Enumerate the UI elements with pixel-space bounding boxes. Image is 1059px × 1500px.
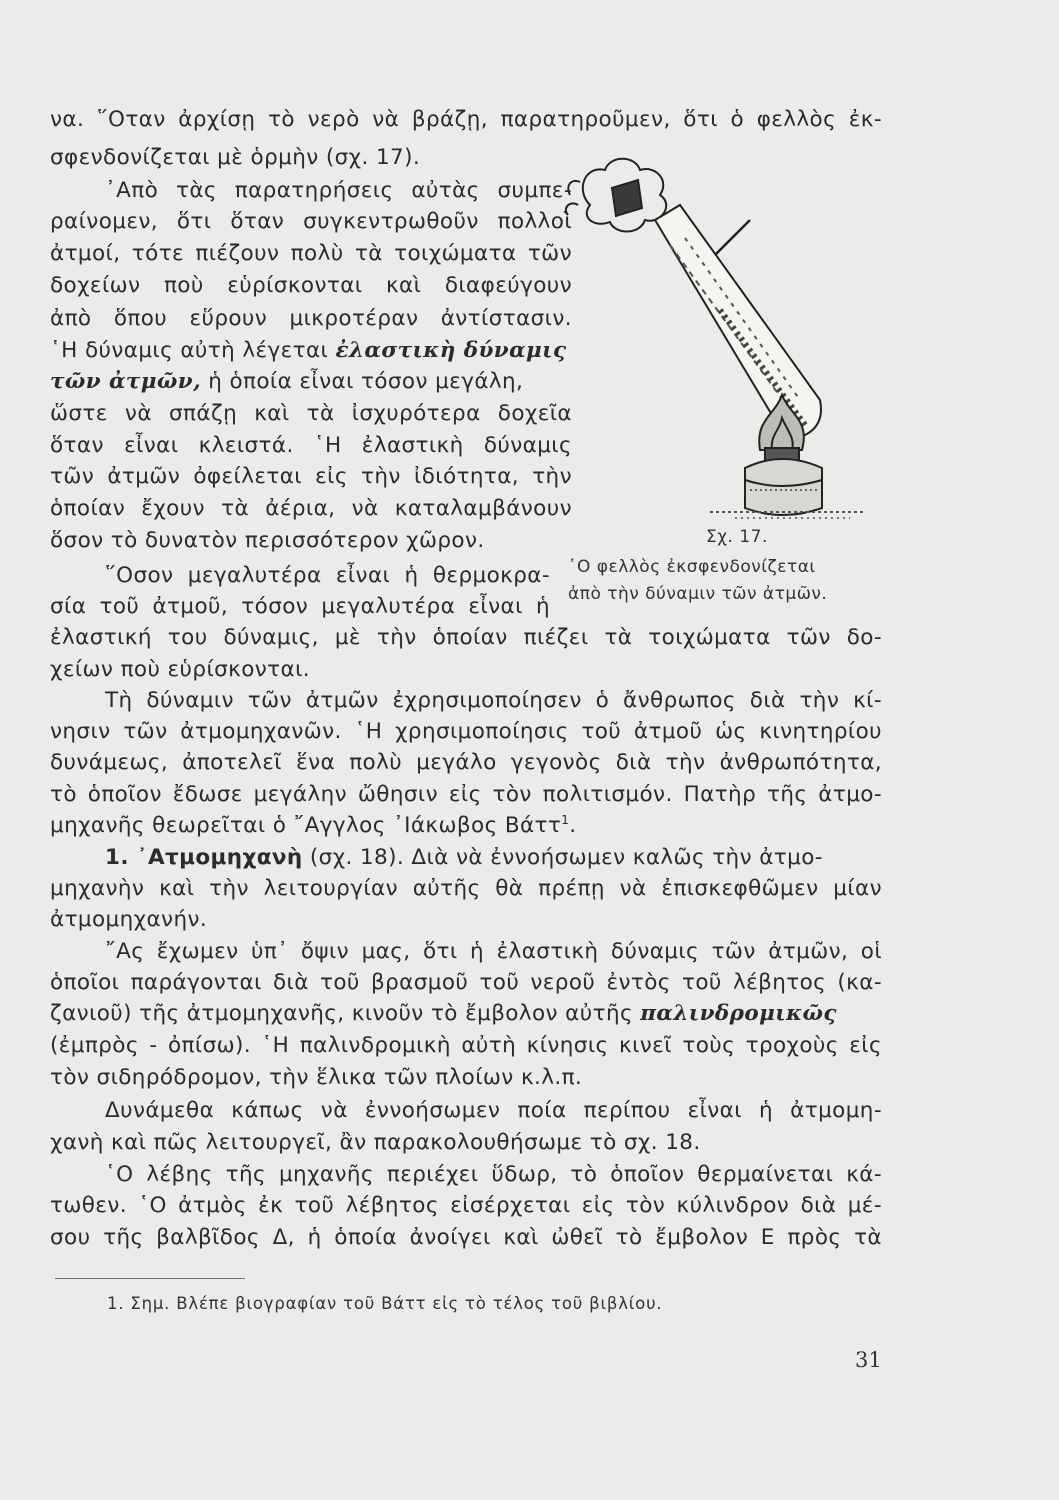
emphasis-term: τῶν ἀτμῶν, (50, 369, 201, 394)
burner-body (745, 459, 822, 515)
text-segment: ἡ ὁποία εἶναι τόσον μεγάλη, (208, 369, 524, 394)
footnote-rule (55, 1278, 245, 1279)
footnote-marker: 1 (561, 812, 570, 827)
section-heading: 1. ᾿Ατμομηχανὴ (105, 845, 303, 870)
text-line: μηχανὴν καὶ τὴν λειτουργίαν αὐτῆς θὰ πρέπῃ νὰ ἐπισκεφθῶμεν μίαν (50, 876, 882, 901)
text-line: τῶν ἀτμῶν ὀφείλεται εἰς τὴν ἰδιότητα, τὴν (50, 464, 572, 489)
text-segment: . (569, 813, 577, 838)
text-line: ἀτμοί, τότε πιέζουν πολὺ τὰ τοιχώματα τῶν (50, 241, 572, 266)
emphasis-term: ἐλαστικὴ δύναμις (335, 338, 567, 363)
text-line: ῾Ο λέβης τῆς μηχανῆς περιέχει ὕδωρ, τὸ ὁποῖον θερμαίνεται κά- (105, 1162, 882, 1187)
figure-test-tube-illustration (560, 150, 890, 530)
text-line: τὸ ὁποῖον ἔδωσε μεγάλην ὤθησιν εἰς τὸν πολιτισμόν. Πατὴρ τῆς ἀτμο- (50, 782, 882, 807)
text-line (50, 999, 882, 1029)
text-line: ῞Οσον μεγαλυτέρα εἶναι ἡ θερμοκρα- (105, 563, 550, 588)
text-line: ἀτμομηχανήν. (50, 907, 208, 932)
text-line: Δυνάμεθα κάπως νὰ ἐννοήσωμεν ποία περίπου εἶναι ἡ ἀτμομη- (105, 1098, 882, 1123)
text-line: ραίνομεν, ὅτι ὅταν συγκεντρωθοῦν πολλοὶ (50, 209, 572, 234)
text-line: χανὴ καὶ πῶς λειτουργεῖ, ἂν παρακολουθήσωμε τὸ σχ. 18. (50, 1130, 701, 1155)
emphasis-term: παλινδρομικῶς (640, 1001, 837, 1026)
figure-caption: ἀπὸ τὴν δύναμιν τῶν ἀτμῶν. (568, 584, 828, 604)
text-line: σου τῆς βαλβῖδος Δ, ἡ ὁποία ἀνοίγει καὶ ὠθεῖ τὸ ἔμβολον Ε πρὸς τὰ (50, 1225, 882, 1250)
page-number: 31 (855, 1348, 882, 1372)
text-line (105, 843, 882, 873)
text-line: να. ῞Οταν ἀρχίσῃ τὸ νερὸ νὰ βράζῃ, παρατηροῦμεν, ὅτι ὁ φελλὸς ἐκ- (50, 107, 882, 132)
cork (612, 180, 642, 216)
text-line: ᾿Απὸ τὰς παρατηρήσεις αὐτὰς συμπε- (105, 178, 572, 203)
text-line: δυνάμεως, ἀποτελεῖ ἕνα πολὺ μεγάλο γεγονὸς διὰ τὴν ἀνθρωπότητα, (50, 750, 882, 775)
text-line: ὁποίαν ἔχουν τὰ ἀέρια, νὰ καταλαμβάνουν (50, 496, 572, 521)
text-line: ὥστε νὰ σπάζῃ καὶ τὰ ἰσχυρότερα δοχεῖα (50, 401, 572, 426)
text-line: (ἐμπρὸς - ὀπίσω). ῾Η παλινδρομικὴ αὐτὴ κίνησις κινεῖ τοὺς τροχοὺς εἰς (50, 1033, 882, 1058)
text-line: νησιν τῶν ἀτμομηχανῶν. ῾Η χρησιμοποίησις τοῦ ἀτμοῦ ὡς κινητηρίου (50, 719, 882, 744)
text-segment: ῾Η δύναμις αὐτὴ λέγεται (50, 338, 329, 363)
text-line: ἐλαστική του δύναμις, μὲ τὴν ὁποίαν πιέζει τὰ τοιχώματα τῶν δο- (50, 625, 882, 650)
text-line: σφενδονίζεται μὲ ὁρμὴν (σχ. 17). (50, 145, 421, 170)
text-line: ὁποῖοι παράγονται διὰ τοῦ βρασμοῦ τοῦ νεροῦ ἐντὸς τοῦ λέβητος (κα- (50, 970, 882, 995)
footnote: 1. Σημ. Βλέπε βιογραφίαν τοῦ Βάττ εἰς τὸ τέλος τοῦ βιβλίου. (107, 1294, 663, 1313)
text-line: τὸν σιδηρόδρομον, τὴν ἕλικα τῶν πλοίων κ.λ.π. (50, 1065, 583, 1090)
text-segment: μηχανῆς θεωρεῖται ὁ ῎Αγγλος ᾿Ιάκωβος Βάττ (50, 813, 562, 838)
figure-label: Σχ. 17. (706, 527, 768, 547)
text-line (50, 367, 572, 397)
text-line: δοχείων ποὺ εὑρίσκονται καὶ διαφεύγουν (50, 273, 572, 298)
text-line: ῎Ας ἔχωμεν ὑπ᾿ ὄψιν μας, ὅτι ἡ ἐλαστικὴ δύναμις τῶν ἀτμῶν, οἱ (105, 939, 882, 964)
text-line (50, 336, 572, 366)
text-line: σία τοῦ ἀτμοῦ, τόσον μεγαλυτέρα εἶναι ἡ (50, 594, 550, 619)
text-line (50, 811, 882, 841)
figure-caption: ῾Ο φελλὸς ἐκσφενδονίζεται (568, 557, 816, 577)
text-line: ὅταν εἶναι κλειστά. ῾Η ἐλαστικὴ δύναμις (50, 433, 572, 458)
test-tube (655, 205, 821, 436)
text-line: ὅσον τὸ δυνατὸν περισσότερον χῶρον. (50, 528, 485, 553)
text-line: ἀπὸ ὅπου εὕρουν μικροτέραν ἀντίστασιν. (50, 306, 572, 331)
text-segment: ζανιοῦ) τῆς ἀτμομηχανῆς, κινοῦν τὸ ἔμβολον αὐτῆς (50, 1001, 633, 1026)
text-line: χείων ποὺ εὑρίσκονται. (50, 657, 311, 682)
text-segment: (σχ. 18). Διὰ νὰ ἐννοήσωμεν καλῶς τὴν ἀτμο- (309, 845, 823, 870)
text-line: Τὴ δύναμιν τῶν ἀτμῶν ἐχρησιμοποίησεν ὁ ἄνθρωπος διὰ τὴν κί- (105, 688, 882, 713)
text-line: τωθεν. ῾Ο ἀτμὸς ἐκ τοῦ λέβητος εἰσέρχεται εἰς τὸν κύλινδρον διὰ μέ- (50, 1193, 882, 1218)
